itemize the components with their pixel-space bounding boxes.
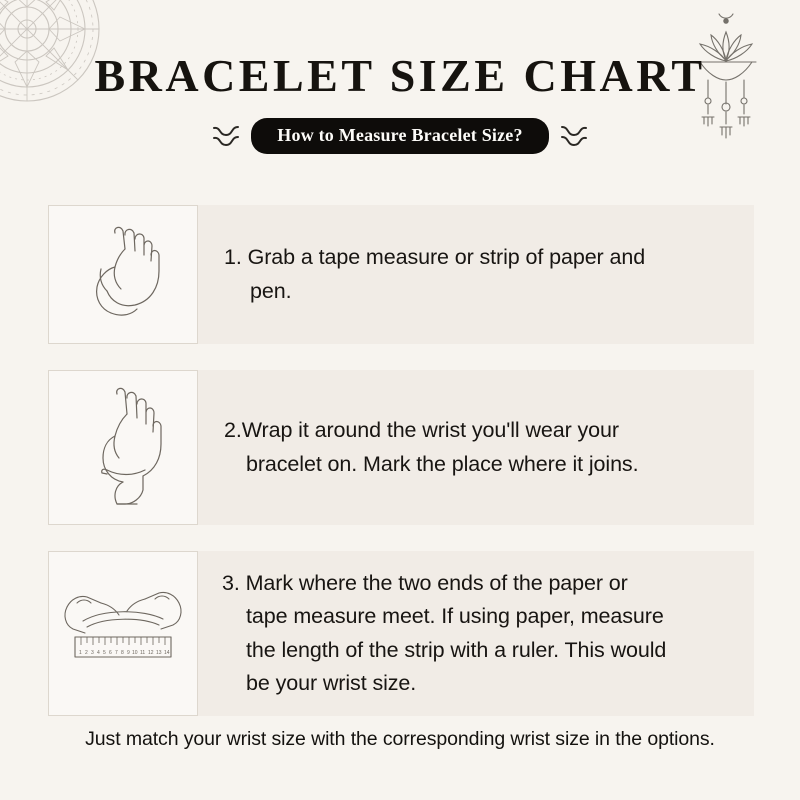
step-3-line-1: 3. Mark where the two ends of the paper or (222, 570, 628, 595)
step-1-line-1: 1. Grab a tape measure or strip of paper and (224, 245, 646, 270)
step-1-image (48, 205, 198, 344)
step-2-line-1: 2.Wrap it around the wrist you'll wear your (224, 418, 619, 443)
subtitle-row (0, 118, 800, 154)
flourish-right-icon (559, 123, 589, 149)
page-header (0, 52, 800, 154)
step-1-line-2: pen. (250, 278, 292, 303)
step-3-image (48, 551, 198, 716)
step-3-line-4: be your wrist size. (246, 670, 417, 695)
svg-text:2: 2 (85, 649, 88, 656)
steps-list (48, 205, 754, 742)
svg-text:8: 8 (121, 649, 124, 656)
svg-text:13: 13 (156, 649, 162, 656)
svg-text:12: 12 (148, 649, 154, 656)
svg-text:10: 10 (132, 649, 138, 656)
step-2-line-2: bracelet on. Mark the place where it joins. (246, 451, 639, 476)
hands-measuring-paper-strip-with-ruler-illustration (53, 559, 193, 709)
step-item (48, 205, 754, 344)
flourish-left-icon (211, 123, 241, 149)
step-3-line-2: tape measure meet. If using paper, measure (246, 604, 664, 629)
svg-text:11: 11 (140, 649, 146, 656)
step-3-text (198, 551, 754, 716)
svg-text:9: 9 (127, 649, 130, 656)
svg-text:4: 4 (97, 649, 100, 656)
step-2-image (48, 370, 198, 525)
hand-with-tape-wrapped-around-wrist-illustration (59, 378, 187, 518)
page-title: BRACELET SIZE CHART (94, 50, 706, 101)
svg-text:14: 14 (164, 649, 170, 656)
step-1-text (198, 205, 754, 344)
step-item (48, 551, 754, 716)
svg-text:7: 7 (115, 649, 118, 656)
step-item (48, 370, 754, 525)
subtitle-pill: How to Measure Bracelet Size? (251, 118, 548, 154)
step-3-line-3: the length of the strip with a ruler. This would (246, 637, 667, 662)
svg-text:3: 3 (91, 649, 94, 656)
footer-note: Just match your wrist size with the corresponding wrist size in the options. (85, 728, 715, 750)
hand-holding-tape-measure-illustration (59, 215, 187, 335)
step-2-text (198, 370, 754, 525)
svg-text:6: 6 (109, 649, 112, 656)
svg-text:5: 5 (103, 649, 106, 656)
svg-text:1: 1 (79, 649, 82, 656)
